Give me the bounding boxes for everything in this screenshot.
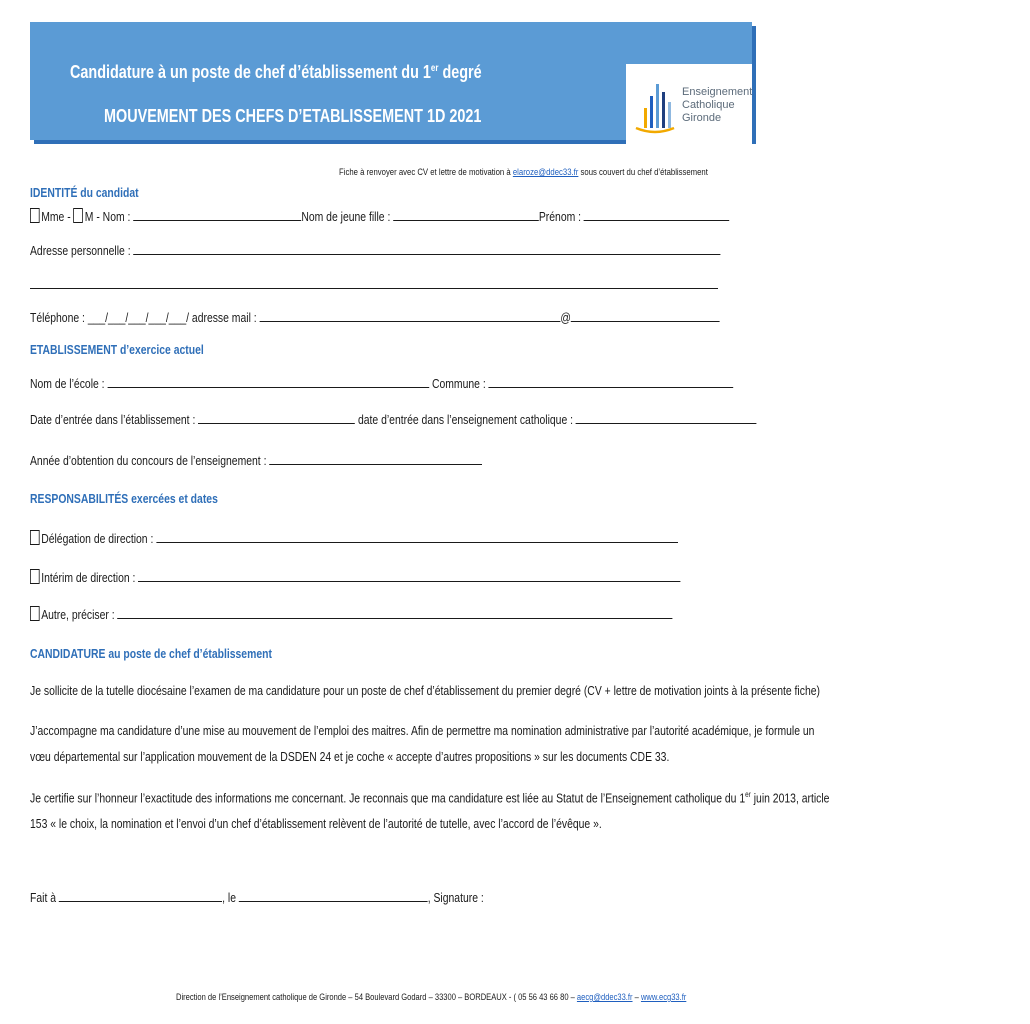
autre-row: Autre, préciser : <box>30 606 833 622</box>
form-title: Candidature à un poste de chef d’établissement du 1er degré <box>70 62 482 82</box>
interim-row: Intérim de direction : <box>30 569 843 585</box>
phone-email-row: Téléphone : ___/___/___/___/___/ adresse mail : @ <box>30 310 892 325</box>
checkbox-delegation[interactable] <box>30 530 40 545</box>
interim-field[interactable] <box>138 570 680 582</box>
adresse-field-2[interactable] <box>30 277 718 289</box>
section-identite-heading: IDENTITÉ du candidat <box>30 185 139 200</box>
concours-row: Année d’obtention du concours de l’enseignement : <box>30 453 595 468</box>
delegation-field[interactable] <box>156 531 678 543</box>
dates-row: Date d’entrée dans l’établissement : date d’entrée dans l’enseignement catholique : <box>30 412 938 427</box>
nom-jeune-fille-field[interactable] <box>393 209 539 221</box>
logo <box>626 64 752 146</box>
prenom-field[interactable] <box>584 209 730 221</box>
address-row: Adresse personnelle : <box>30 243 893 258</box>
footer-website-link[interactable]: www.ecg33.fr <box>640 992 687 1002</box>
ecole-row: Nom de l’école : Commune : <box>30 376 909 391</box>
footer: Direction de l’Enseignement catholique de Gironde – 54 Boulevard Godard – 33300 – BORDEAUX - ( 05 56 43 66 80 – aecg@ddec33.fr – www.ecg33.fr <box>176 992 687 1002</box>
identity-row: Mme - M - Nom : Nom de jeune fille : Prénom : <box>30 208 904 224</box>
date-entree-field[interactable] <box>198 412 355 424</box>
logo-name: Enseignement Catholique Gironde <box>682 86 753 124</box>
commune-field[interactable] <box>489 376 734 388</box>
checkbox-autre[interactable] <box>30 606 40 621</box>
logo-icon <box>634 78 676 134</box>
contact-email-link[interactable]: elaroze@ddec33.fr <box>512 167 579 177</box>
autre-field[interactable] <box>118 607 673 619</box>
address-row-2 <box>30 277 718 292</box>
nom-field[interactable] <box>133 209 301 221</box>
adresse-field[interactable] <box>134 243 721 255</box>
email-domain-field[interactable] <box>571 310 720 322</box>
checkbox-mme[interactable] <box>30 208 40 223</box>
section-etablissement-heading: ETABLISSEMENT d’exercice actuel <box>30 342 204 357</box>
form-subtitle: MOUVEMENT DES CHEFS D’ETABLISSEMENT 1D 2021 <box>104 106 482 126</box>
section-responsabilites-heading: RESPONSABILITÉS exercées et dates <box>30 491 218 506</box>
checkbox-m[interactable] <box>74 208 84 223</box>
checkbox-interim[interactable] <box>30 569 40 584</box>
concours-field[interactable] <box>269 453 482 465</box>
nom-ecole-field[interactable] <box>107 376 429 388</box>
delegation-row: Délégation de direction : <box>30 530 840 546</box>
footer-email-link[interactable]: aecg@ddec33.fr <box>576 992 633 1002</box>
lieu-field[interactable] <box>59 890 222 902</box>
date-catho-field[interactable] <box>576 412 757 424</box>
header-banner <box>30 22 752 140</box>
signature-row: Fait à , le , Signature : <box>30 890 484 905</box>
paragraph-sollicite: Je sollicite de la tutelle diocésaine l’examen de ma candidature pour un poste de chef d’établissement du premier degré (CV + lettre de motivation joints à la présente fiche) <box>30 683 820 698</box>
section-candidature-heading: CANDIDATURE au poste de chef d’établissement <box>30 646 272 661</box>
paragraph-mouvement: J’accompagne ma candidature d’une mise au mouvement de l’emploi des maitres. Afin de permettre ma nomination administrative par l’autorité académique, je formule un vœu départemental sur l’application mouvement de la DSDEN 24 et je coche « accepte d’autres propositions » sur les documents CDE 33. <box>30 723 815 764</box>
paragraph-certifie: Je certifie sur l’honneur l’exactitude des informations me concernant. Je reconnais que ma candidature est liée au Statut de l’Enseignement catholique du 1er juin 2013, article 153 « le choix, la nomination et l’envoi d’un chef d’établissement relèvent de l’autorité de tutelle, avec l’accord de l’évêque ». <box>30 790 830 832</box>
instructions-note: Fiche à renvoyer avec CV et lettre de motivation à elaroze@ddec33.fr sous couvert du chef d’établissement <box>339 167 708 177</box>
date-field[interactable] <box>239 890 428 902</box>
email-local-field[interactable] <box>260 310 561 322</box>
